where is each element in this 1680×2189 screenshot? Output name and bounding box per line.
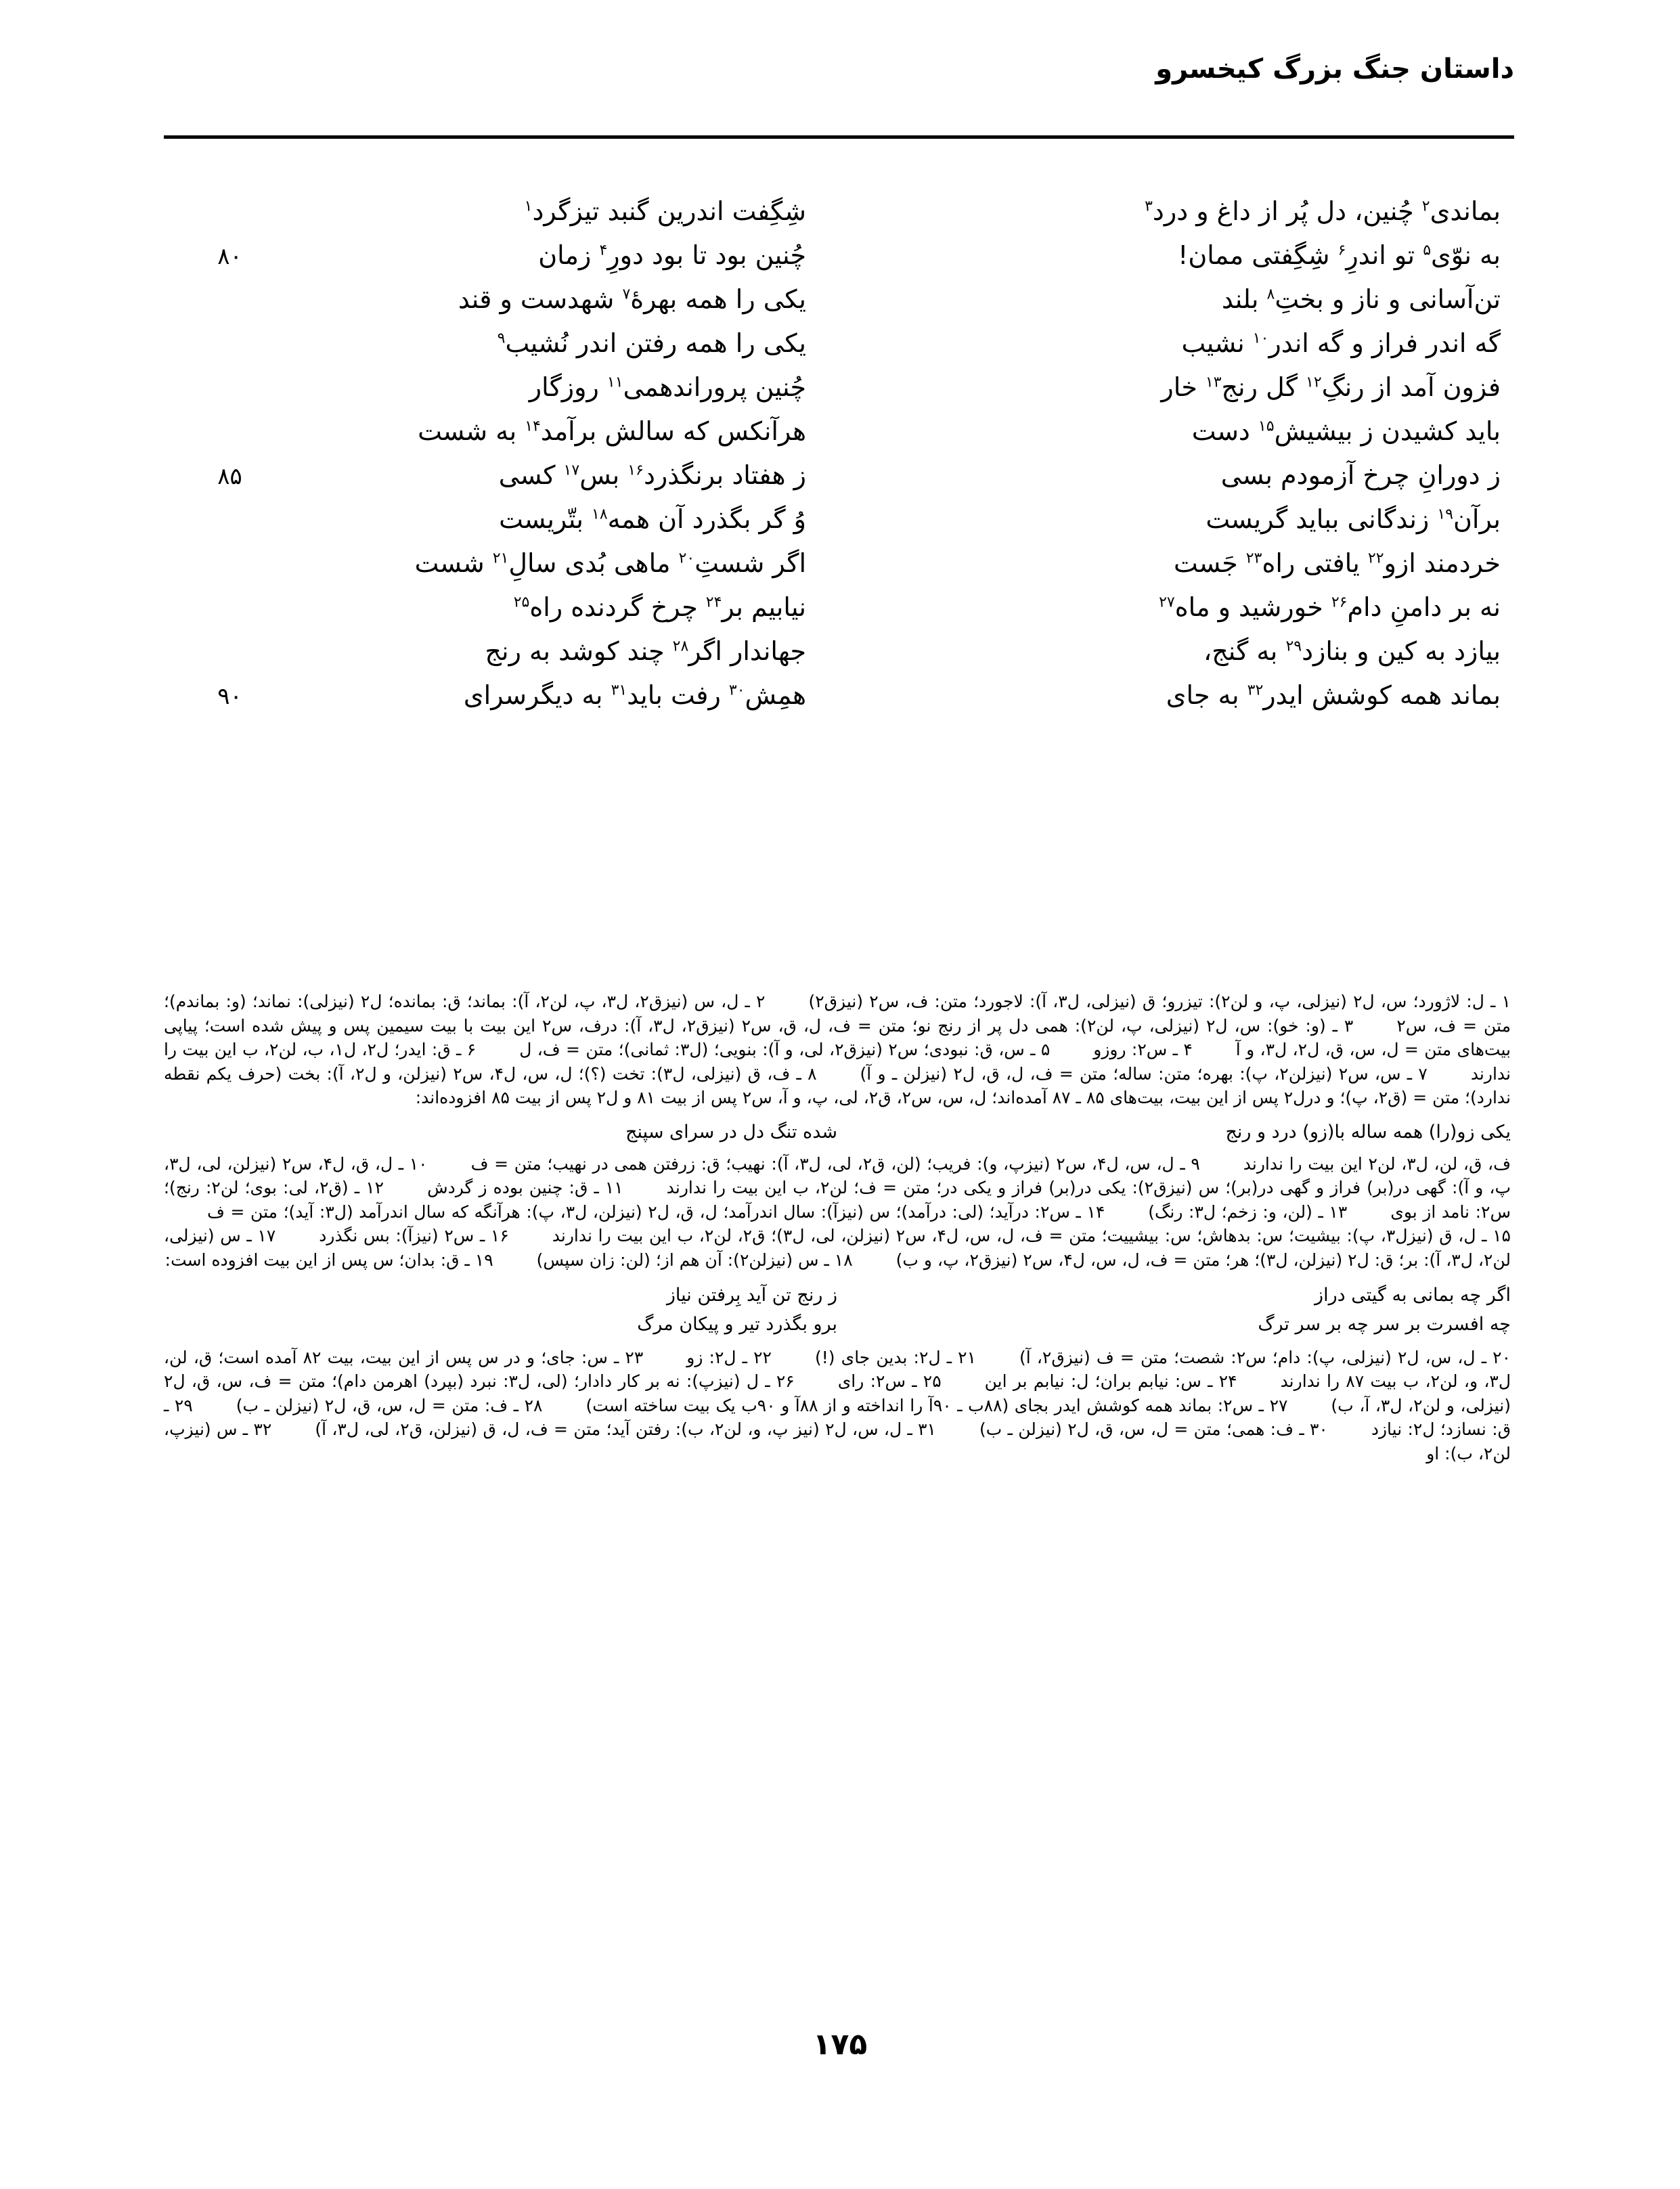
hemistich-first: یکی را همه بهرهٔ$^۷$ شهدست و قند [458,284,806,314]
apparatus-note: ۱۳ ـ (لن، و: زخم؛ ل۳: رنگ) [1148,1201,1348,1222]
hemistich-first: هرآنکس که سالش برآمد$^{۱۴}$ به شست [418,416,806,446]
hemistich-second: بماند همه کوشش ایدر$^{۳۲}$ به جای [1166,680,1501,710]
verse-couplet [164,506,1514,550]
hemistich-second: تن‌آسانی و ناز و بختِ$^۸$ بلند [1221,284,1501,314]
apparatus-variant-verse [164,1312,1511,1337]
verse-line-number: ۸۰ [217,243,242,270]
header-divider [164,135,1514,139]
apparatus-note: ۴ ـ س۲: روزو [1093,1040,1193,1059]
apparatus-note: ۲۶ ـ ل (نیزپ): نه بر کار دادار؛ (لی، ل۳: نبرد (بپرد) اهرمن دام)؛ متن = ف، س، ق، ل۲ (نیزلی، و لن۲، ل۳، آ، ب) [164,1371,1511,1415]
verse-line-number: ۸۵ [217,463,242,490]
hemistich-first: همِش$^{۳۰}$ رفت باید$^{۳۱}$ به دیگرسرای [463,680,806,710]
hemistich-first: شِگِفت اندرین گنبد تیزگرد$^۱$ [524,196,806,226]
apparatus-note: ۶ ـ ق: ایدر؛ ل۲، ل۱، ب، لن۲، ب این بیت را ندارند [164,1040,1511,1084]
hemistich-first: چُنین پروراندهمی$^{۱۱}$ روزگار [529,372,806,402]
apparatus-note: ۱۱ ـ ق: چنین بوده ز گردش [427,1178,623,1198]
apparatus-note-paragraph [164,990,1511,1110]
hemistich-second: خردمند ازو$^{۲۲}$ یافتی راه$^{۲۳}$ جَست [1174,548,1501,578]
critical-apparatus [164,990,1511,1465]
variant-hemistich-first: یکی زو(را) همه ساله با(زو) درد و رنج [1225,1121,1511,1143]
hemistich-first: چُنین بود تا بود دورِ$^۴$ زمان [538,240,806,270]
apparatus-note: ۲۹ ـ ق: نسازد؛ ل۲: نیازد [164,1395,1511,1440]
apparatus-note: ۷ ـ س، س۲ (نیزلن۲، پ): بهره؛ متن: ساله؛ متن = ف، ل، ق، ل۲ (نیزلن ـ و آ) [860,1063,1428,1084]
apparatus-note: ۳۰ ـ ف: همی؛ متن = ل، س، ق، ل۲ (نیزلن ـ ب) [979,1419,1328,1440]
apparatus-note: ۲۲ ـ ل۲: زو [686,1347,772,1367]
apparatus-note: ۲۱ ـ ل۲: بدین جای (!) [814,1347,977,1367]
apparatus-note: ۱۷ ـ س (نیزلی، لن۲، ل۳، آ): بر؛ ق: ل۲ (نیزلن، ل۳)؛ هر؛ متن = ف، ل، س، ل۴، س۲ (نیزق۲، پ، و ب) [164,1226,1511,1270]
apparatus-note: ۱۰ ـ ل، ق، ل۴، س۲ (نیزلن، لی، ل۳، پ، و آ): گهی در(بر) فراز و گهی در(بر)؛ س (نیزق۲): یکی در(بر) فراز و یکی در؛ متن = ف؛ لن۲، ب این بیت را ندارند [164,1153,1511,1198]
apparatus-note-paragraph [164,1152,1511,1273]
variant-hemistich-second: شده تنگ دل در سرای سپنج [625,1121,837,1143]
verse-couplet [164,330,1514,374]
apparatus-note: ۱۵ ـ ل، ق (نیزل۳، پ): بیشیت؛ س: بدهاش؛ س: بیشییت؛ متن = ف، ل، س، ل۴، س۲ (نیزلن، لی، ل۳)؛ ق۲، لن۲، ب این بیت را ندارند [552,1226,1511,1246]
apparatus-note: ۲۵ ـ س۲: رای [837,1371,942,1392]
apparatus-note: ۲۴ ـ س: نیابم بران؛ ل: نیابم بر این [984,1371,1237,1392]
apparatus-note-paragraph [164,1346,1511,1466]
apparatus-note: ۲۷ ـ س۲: بماند همه کوشش ایدر بجای (۸۸ب ـ ۹۰آ را انداخته و از ۸۸آ و ۹۰ب یک بیت ساخته است) [585,1395,1288,1415]
apparatus-note: ۱۴ ـ س۲: درآید؛ (لی: درآمد)؛ س (نیزآ): سال اندرآمد؛ ل، ق، ل۲ (نیزلن، ل۳، پ): هرآنگه که سال اندرآمد (ل۳: آید)؛ متن = ف [207,1201,1105,1222]
verse-couplet [164,242,1514,286]
hemistich-first: ز هفتاد برنگذرد$^{۱۶}$ بس$^{۱۷}$ کسی [498,460,806,490]
verse-couplet [164,286,1514,330]
verse-couplet [164,374,1514,418]
hemistich-first: وُ گر بگذرد آن همه$^{۱۸}$ بتّریست [499,504,806,534]
hemistich-first: اگر شستِ$^{۲۰}$ ماهی بُدی سالِ$^{۲۱}$ شست [414,548,806,578]
variant-hemistich-first: اگر چه بمانی به گیتی دراز [1314,1285,1511,1306]
apparatus-note: ۹ ـ ل، س، ل۴، س۲ (نیزپ، و): فریب؛ (لن، ق۲، لی، ل۳، آ): نهیب؛ ق: زرفتن همی در نهیب؛ متن = ف [470,1153,1200,1174]
verse-couplet [164,638,1514,682]
apparatus-note: ۱ ـ ل: لاژورد؛ س، ل۲ (نیزلی، پ، و لن۲): تیزرو؛ ق (نیزلی، ل۳، آ): لاجورد؛ متن: ف، س۲ (نیزق۲) [808,992,1511,1011]
running-header [164,53,1514,100]
apparatus-note: ۲۸ ـ ف: متن = ل، س، ق، ل۲ (نیزلن ـ ب) [236,1395,543,1415]
apparatus-variant-verse [164,1120,1511,1145]
folio-number: ۱۷۵ [812,2027,868,2062]
apparatus-variant-verse [164,1283,1511,1308]
apparatus-note: ف، ق، لن، ل۳، لن۲ این بیت را ندارند [1243,1153,1511,1174]
verse-couplet [164,462,1514,506]
verse-block [164,198,1514,726]
verse-couplet [164,550,1514,594]
apparatus-note: ۳ ـ (و: خو): س، ل۲ (نیزلی، پ، لن۲): همی دل پر از رنج نو؛ متن = ف، ل، ق، س۲ (نیزق۲، ل۳، آ): درف، س۲ این بیت با بیت سیمین پس و پیش شده است؛ پیاپی بیت‌های متن = ل، س، ق، ل۲، ل۳، و آ [164,1015,1511,1059]
apparatus-note: ۲ ـ ل، س (نیزق۲، ل۳، پ، لن۲، آ): بماند؛ ق: بمانده؛ ل۲ (نیزلی): نماند؛ (و: بماندم)؛ متن = ف، س۲ [164,992,1511,1036]
hemistich-first: یکی را همه رفتن اندر نُشیب$^۹$ [497,328,806,358]
hemistich-second: گه اندر فراز و گه اندر$^{۱۰}$ نشیب [1181,328,1501,358]
apparatus-variant-verse-group [164,1283,1511,1337]
hemistich-second: باید کشیدن ز بیشیش$^{۱۵}$ دست [1191,416,1501,446]
hemistich-second: بیازد به کین و بنازد$^{۲۹}$ به گنج، [1203,636,1501,666]
verse-couplet [164,198,1514,242]
apparatus-note: ۳۱ ـ ل، س، ل۲ (نیز پ، و، لن۲، ب): رفتن آید؛ متن = ف، ل، ق (نیزلن، ق۲، لی، ل۳، آ) [315,1419,936,1440]
variant-hemistich-second: ز رنج تن آید بِرفتن نیاز [666,1285,837,1306]
verse-line-number: ۹۰ [217,683,242,710]
hemistich-second: ز دورانِ چرخ آزمودم بسی [1220,460,1501,490]
apparatus-note: ۱۲ ـ (ق۲، لی: بوی؛ لن۲: رنج)؛ س۲: نامد از بوی [164,1178,1511,1222]
hemistich-first: نیابیم بر$^{۲۴}$ چرخ گردنده راه$^{۲۵}$ [513,592,806,622]
hemistich-second: بماندی$^۲$ چُنین، دل پُر از داغ و درد$^۳$ [1145,196,1501,226]
verse-couplet [164,594,1514,638]
hemistich-first: جهاندار اگر$^{۲۸}$ چند کوشد به رنج [485,636,806,666]
page-title: داستان جنگ بزرگ کیخسرو [1155,53,1514,85]
apparatus-note: ۳۲ ـ س (نیزپ، لن۲، ب): او [164,1419,1511,1463]
hemistich-second: به نوّی$^۵$ تو اندرِ$^۶$ شِگِفتی ممان! [1178,240,1501,270]
verse-couplet [164,682,1514,726]
hemistich-second: برآن$^{۱۹}$ زندگانی بباید گریست [1206,504,1501,534]
apparatus-note: ۱۶ ـ س۲ (نیزآ): بس نگذرد [319,1226,509,1246]
apparatus-note: ۸ ـ ف، ق (نیزلی، ل۳): تخت (؟)؛ ل، س، ل۴، س۲ (نیزلن، و ل۲، آ): بخت (حرف یکم نقطه ندارد)؛ متن = (ق۲، پ)؛ و درل۲ پس از این بیت، بیت‌های ۸۵ ـ ۸۷ آمده‌اند؛ ل، س، س۲، ق۲، لی، پ، و آ، س۲ پس از بیت ۸۱ و ل۲ پس از بیت ۸۵ افزوده‌اند: [164,1063,1511,1107]
variant-hemistich-first: چه افسرت بر سر چه بر سر ترگ [1258,1313,1511,1335]
apparatus-note: ۱۹ ـ ق: بدان؛ س پس از این بیت افزوده است: [164,1250,493,1270]
apparatus-note: ۲۰ ـ ل، س، ل۲ (نیزلی، پ): دام؛ س۲: شصت؛ متن = ف (نیزق۲، آ) [1019,1347,1511,1367]
apparatus-note: ۱۸ ـ س (نیزلن۲): آن هم از؛ (لن: زان سپس) [536,1250,853,1270]
apparatus-note: ۵ ـ س، ق: نبودی؛ س۲ (نیزق۲، لی، و آ): بنویی؛ (ل۳: ثمانی)؛ متن = ف، ل [519,1040,1051,1059]
variant-hemistich-second: برو بگذرد تیر و پیکان مرگ [637,1313,837,1335]
verse-couplet [164,418,1514,462]
hemistich-second: فزون آمد از رنگِ$^{۱۲}$ گل رنج$^{۱۳}$ خار [1161,372,1501,402]
hemistich-second: نه بر دامنِ دام$^{۲۶}$ خورشید و ماه$^{۲۷}$ [1159,592,1501,622]
apparatus-note: ۲۳ ـ س: جای؛ و در س پس از این بیت، بیت ۸۲ آمده است؛ ق، لن، ل۳، و، لن۲، ب بیت ۸۷ را ندارند [164,1347,1511,1392]
